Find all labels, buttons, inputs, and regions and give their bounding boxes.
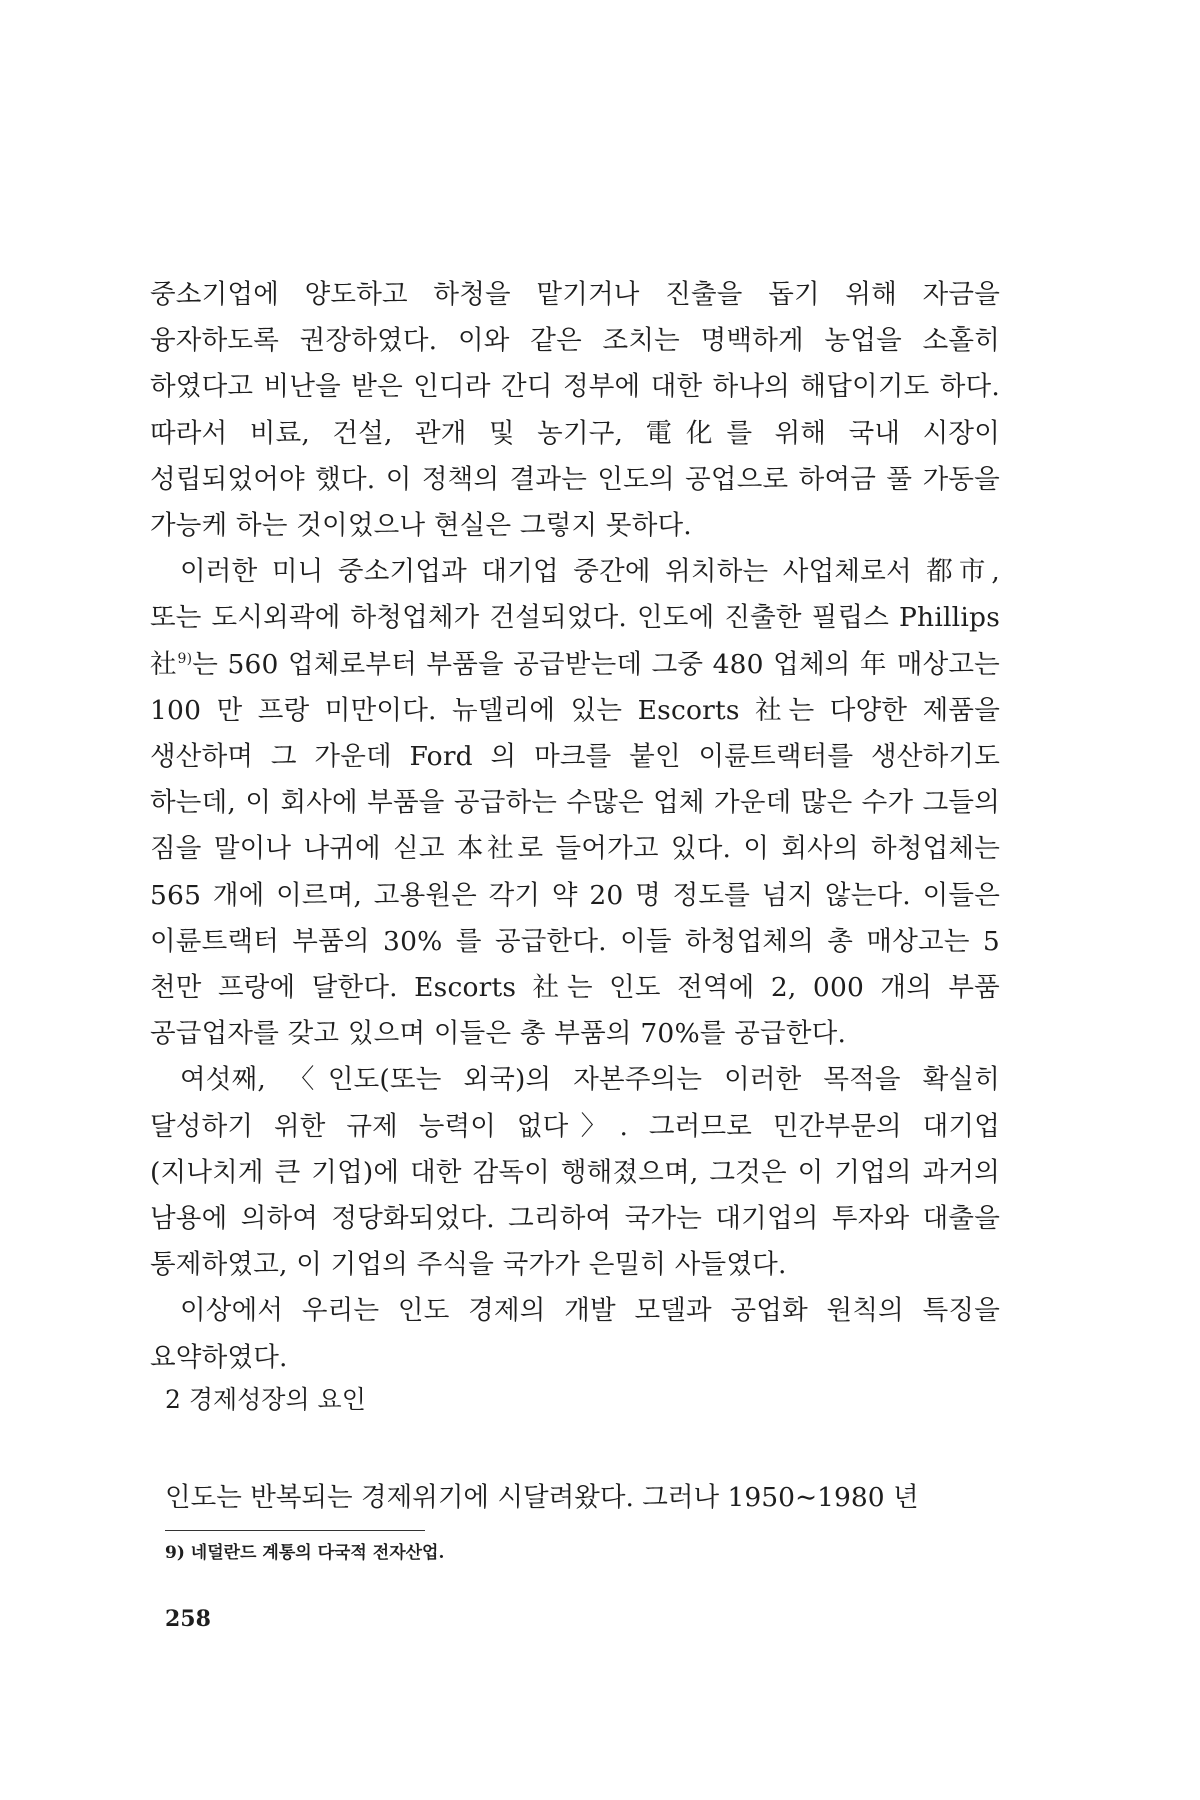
paragraph-1: 중소기업에 양도하고 하청을 맡기거나 진출을 돕기 위해 자금을 융자하도록 권장하였다. 이와 같은 조치는 명백하게 농업을 소홀히 하였다고 비난을 받은 인디라 간디 정부에 대한 하나의 해답이기도 하다. 따라서 비료, 건설, 관개 및 농기구, 電化를 위해 국내 시장이 성립되었어야 했다. 이 정책의 결과는 인도의 공업으로 하여금 풀 가동을 가능케 하는 것이었으나 현실은 그렇지 못하다.	[150, 279, 1000, 542]
page-number: 258	[165, 1606, 211, 1632]
paragraph-4: 이상에서 우리는 인도 경제의 개발 모델과 공업화 원칙의 특징을 요약하였다.	[150, 1295, 1000, 1373]
footnote-9: 9) 네덜란드 계통의 다국적 전자산업.	[165, 1543, 445, 1563]
paragraph-3: 여섯째, 〈인도(또는 외국)의 자본주의는 이러한 목적을 확실히 달성하기 위한 규제 능력이 없다〉. 그러므로 민간부문의 대기업(지나치게 큰 기업)에 대한 감독이 행해졌으며, 그것은 이 기업의 과거의 남용에 의하여 정당화되었다. 그리하여 국가는 대기업의 투자와 대출을 통제하였고, 이 기업의 주식을 국가가 은밀히 사들였다.	[150, 1064, 1000, 1281]
footnote-ref-9: 9)	[177, 650, 193, 667]
paragraph-2	[150, 549, 1000, 1057]
footnote-divider	[165, 1530, 425, 1531]
body-text	[150, 272, 1000, 1381]
section-heading: 2 경제성장의 요인	[165, 1385, 366, 1414]
section-first-line: 인도는 반복되는 경제위기에 시달려왔다. 그러나 1950∼1980 년	[165, 1482, 919, 1513]
paragraph-2-text-a: 이러한 미니 중소기업과 대기업 중간에 위치하는 사업체로서 都市, 또는 도시외곽에 하청업체가 건설되었다. 인도에 진출한 필립스 Phillips 社	[150, 556, 1000, 680]
paragraph-2-text-b: 는 560 업체로부터 부품을 공급받는데 그중 480 업체의 年 매상고는 100 만 프랑 미만이다. 뉴델리에 있는 Escorts 社는 다양한 제품을 생산하며 그 가운데 Ford 의 마크를 붙인 이륜트랙터를 생산하기도 하는데, 이 회사에 부품을 공급하는 수많은 업체 가운데 많은 수가 그들의 짐을 말이나 나귀에 싣고 本社로 들어가고 있다. 이 회사의 하청업체는 565 개에 이르며, 고용원은 각기 약 20 명 정도를 넘지 않는다. 이들은 이륜트랙터 부품의 30% 를 공급한다. 이들 하청업체의 총 매상고는 5 천만 프랑에 달한다. Escorts 社는 인도 전역에 2, 000 개의 부품 공급업자를 갖고 있으며 이들은 총 부품의 70%를 공급한다.	[150, 648, 1000, 1050]
